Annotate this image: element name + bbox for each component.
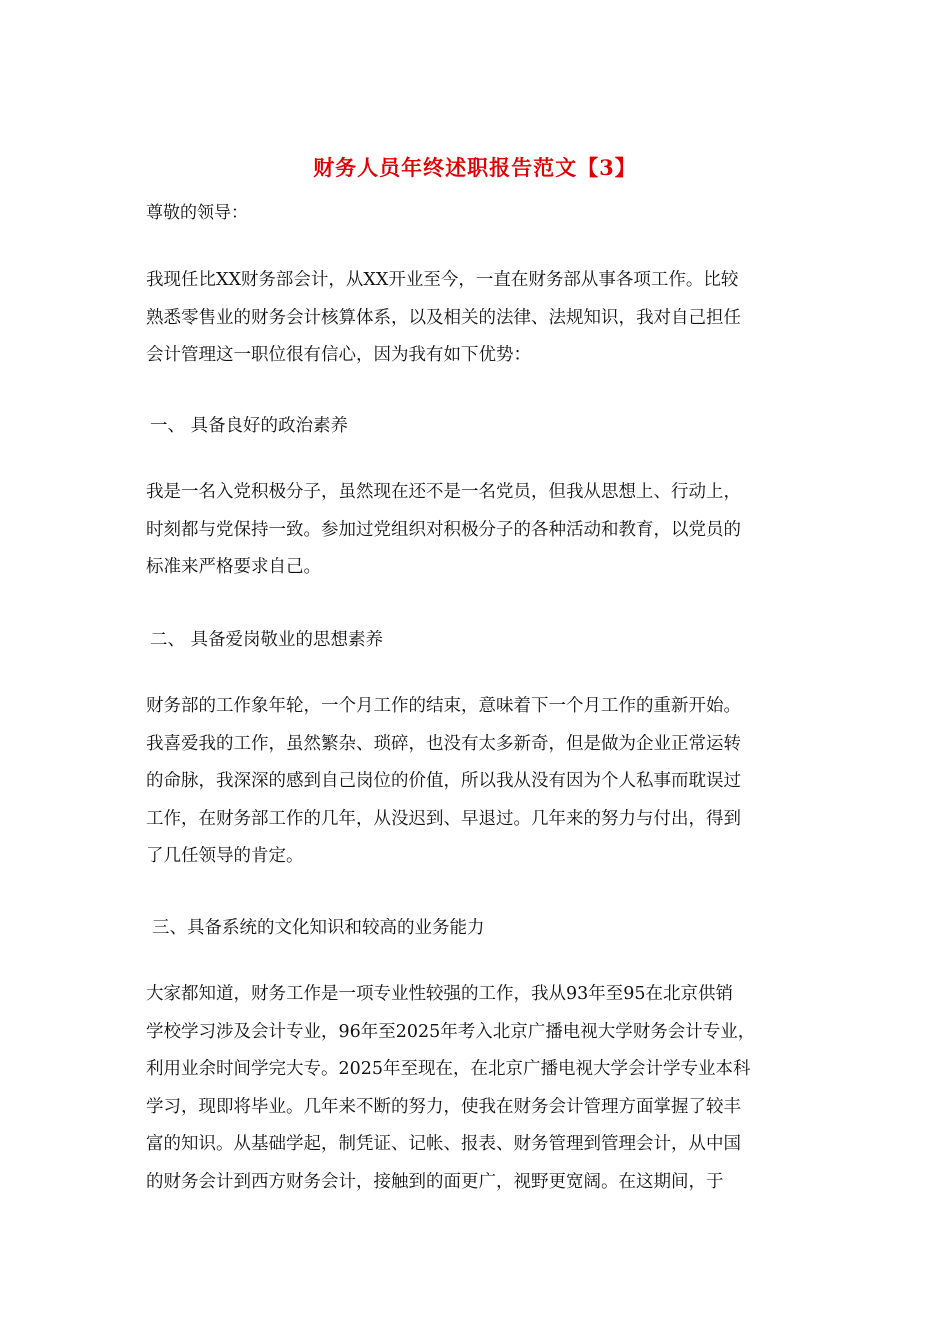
paragraph-political: [146, 474, 806, 587]
document-title: 财务人员年终述职报告范文【3】: [313, 155, 637, 180]
paragraph-intro: [146, 262, 806, 375]
paragraph-line: 标准来严格要求自己。: [146, 557, 321, 577]
paragraph-line: 我现任比XX财务部会计，从XX开业至今，一直在财务部从事各项工作。比较: [146, 270, 739, 290]
paragraph-dedication: [146, 688, 806, 876]
paragraph-line: 学校学习涉及会计专业，96年至2025年考入北京广播电视大学财务会计专业，: [146, 1021, 756, 1042]
section-heading-3: 三、具备系统的文化知识和较高的业务能力: [152, 918, 485, 938]
paragraph-line: 我喜爱我的工作，虽然繁杂、琐碎，也没有太多新奇，但是做为企业正常运转: [146, 733, 741, 754]
paragraph-line: 利用业余时间学完大专。2025年至现在，在北京广播电视大学会计学专业本科: [146, 1059, 751, 1079]
paragraph-line: 财务部的工作象年轮，一个月工作的结束，意味着下一个月工作的重新开始。: [146, 696, 741, 716]
section-heading-2: 二、 具备爱岗敬业的思想素养: [150, 630, 384, 650]
paragraph-line: 的命脉，我深深的感到自己岗位的价值，所以我从没有因为个人私事而耽误过: [146, 771, 741, 791]
paragraph-line: 学习，现即将毕业。几年来不断的努力，使我在财务会计管理方面掌握了较丰: [146, 1096, 741, 1117]
paragraph-line: 富的知识。从基础学起，制凭证、记帐、报表、财务管理到管理会计，从中国: [146, 1134, 741, 1154]
paragraph-line: 的财务会计到西方财务会计，接触到的面更广，视野更宽阔。在这期间，于: [146, 1171, 724, 1192]
greeting: 尊敬的领导：: [146, 203, 248, 223]
section-heading-1: 一、 具备良好的政治素养: [150, 416, 349, 436]
paragraph-education: [146, 976, 806, 1201]
paragraph-line: 熟悉零售业的财务会计核算体系，以及相关的法律、法规知识，我对自己担任: [146, 307, 741, 328]
paragraph-line: 工作，在财务部工作的几年，从没迟到、早退过。几年来的努力与付出，得到: [146, 808, 741, 829]
paragraph-line: 大家都知道，财务工作是一项专业性较强的工作，我从93年至95在北京供销: [146, 984, 734, 1004]
paragraph-line: 会计管理这一职位很有信心，因为我有如下优势：: [146, 345, 531, 365]
paragraph-line: 我是一名入党积极分子，虽然现在还不是一名党员，但我从思想上、行动上，: [146, 482, 741, 502]
paragraph-line: 时刻都与党保持一致。参加过党组织对积极分子的各种活动和教育，以党员的: [146, 519, 741, 540]
paragraph-line: 了几任领导的肯定。: [146, 846, 304, 866]
